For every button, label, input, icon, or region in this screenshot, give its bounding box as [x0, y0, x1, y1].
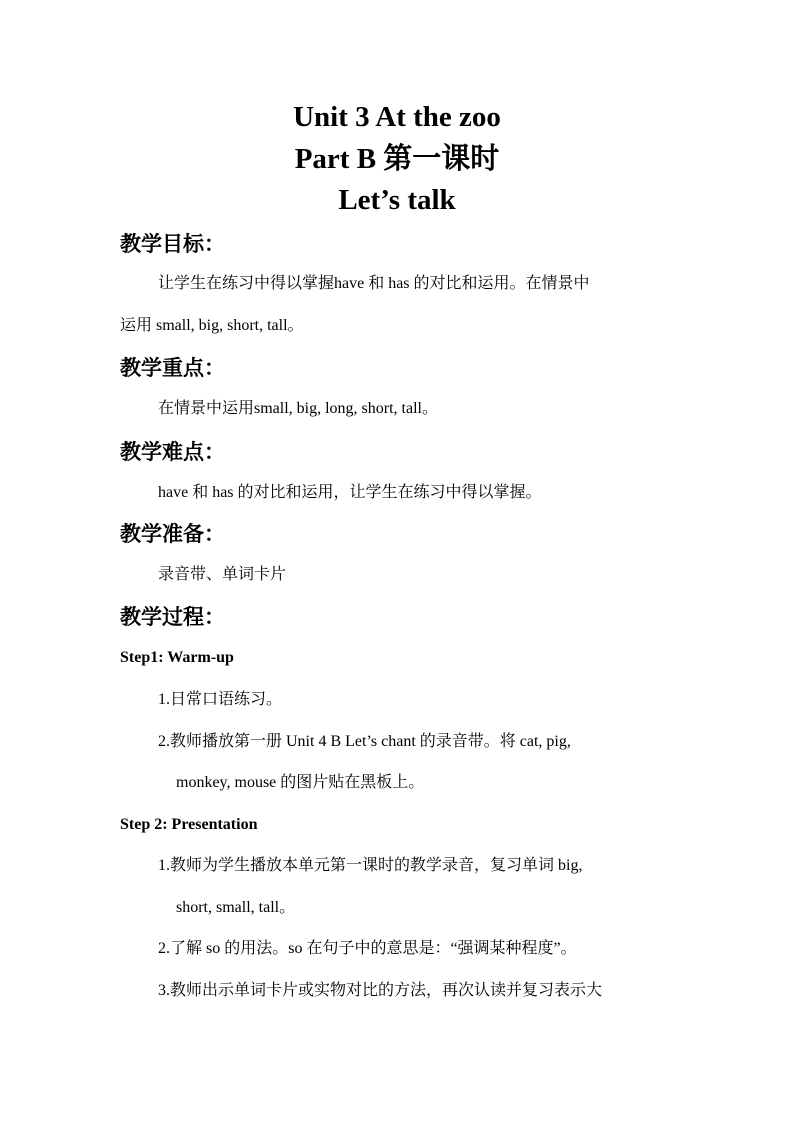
- objectives-text-line-1: 让学生在练习中得以掌握have 和 has 的对比和运用。在情景中: [158, 275, 590, 292]
- step2-heading: Step 2: Presentation: [120, 816, 258, 833]
- step2-item-2: 2.了解 so 的用法。so 在句子中的意思是：“强调某种程度”。: [158, 940, 577, 957]
- step2-item-3: 3.教师出示单词卡片或实物对比的方法，再次认读并复习表示大: [158, 982, 603, 999]
- step2-item-1-line-2: short, small, tall。: [176, 899, 296, 916]
- step1-item-2-line-1: 2.教师播放第一册 Unit 4 B Let’s chant 的录音带。将 cat, pig,: [158, 733, 571, 750]
- objectives-heading: 教学目标：: [120, 232, 225, 256]
- difficulties-text: have 和 has 的对比和运用，让学生在练习中得以掌握。: [158, 484, 542, 501]
- key-points-text: 在情景中运用small, big, long, short, tall。: [158, 400, 438, 417]
- step1-item-2-line-2: monkey, mouse 的图片贴在黑板上。: [176, 774, 425, 791]
- difficulties-heading: 教学难点：: [120, 440, 225, 464]
- preparation-heading: 教学准备：: [120, 522, 225, 546]
- preparation-text: 录音带、单词卡片: [158, 566, 287, 583]
- step2-item-1-line-1: 1.教师为学生播放本单元第一课时的教学录音，复习单词 big,: [158, 857, 583, 874]
- document-title-part: Part B 第一课时: [294, 143, 500, 175]
- step1-heading: Step1: Warm-up: [120, 649, 234, 666]
- process-heading: 教学过程：: [120, 605, 225, 629]
- step1-item-1: 1.日常口语练习。: [158, 691, 283, 708]
- document-title-unit: Unit 3 At the zoo: [293, 101, 501, 133]
- key-points-heading: 教学重点：: [120, 356, 225, 380]
- document-title-lesson: Let’s talk: [338, 184, 456, 216]
- objectives-text-line-2: 运用 small, big, short, tall。: [120, 317, 304, 334]
